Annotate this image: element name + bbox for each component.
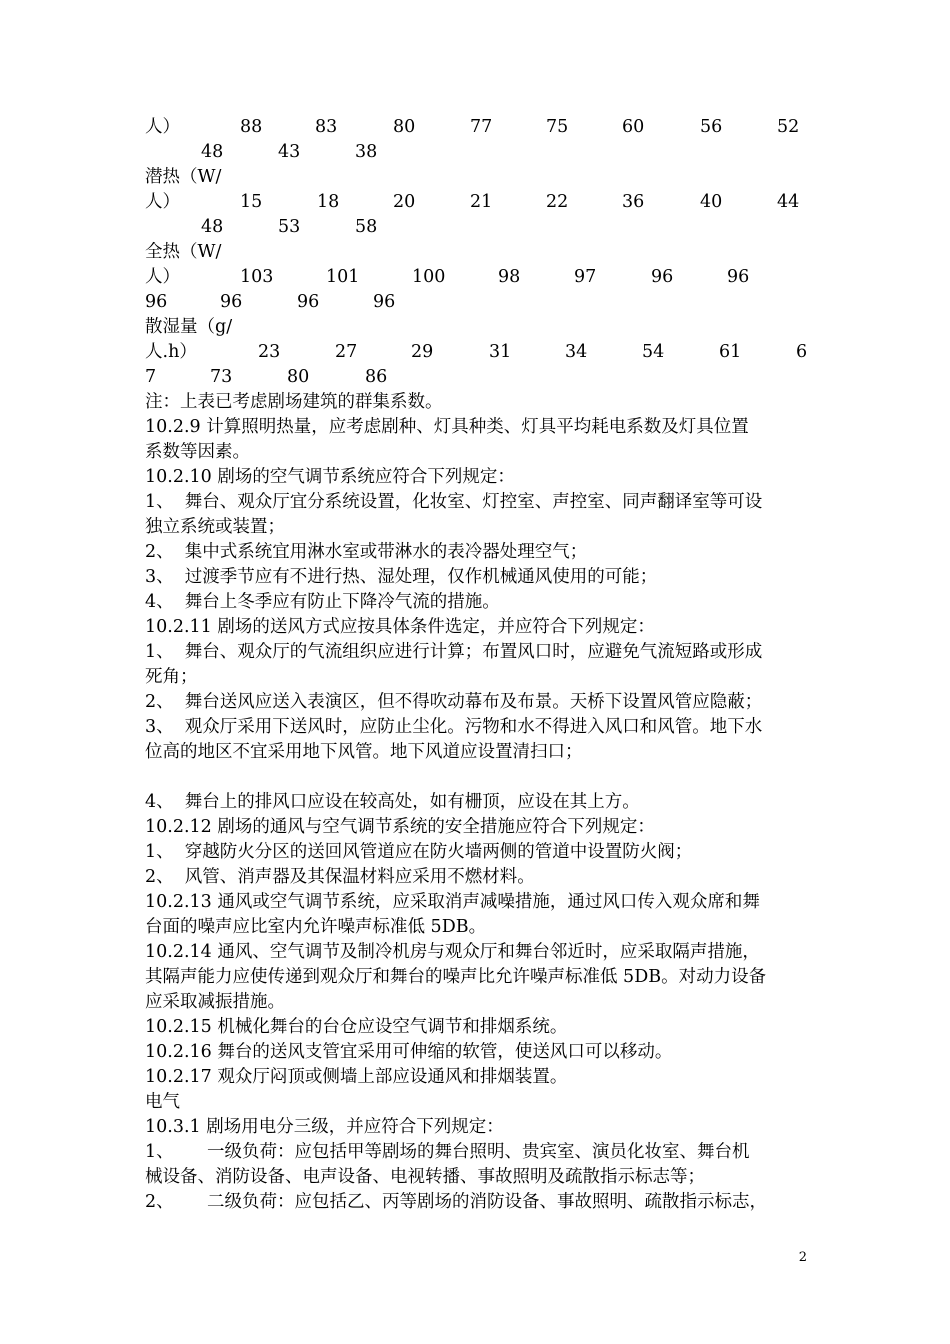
table-cell: 103 [240, 267, 274, 287]
table-cell: 80 [287, 367, 310, 387]
table-cell: 73 [210, 367, 233, 387]
table-row-label: 散湿量（g/ [145, 317, 233, 337]
text-line: 2、 二级负荷：应包括乙、丙等剧场的消防设备、事故照明、疏散指示标志， [145, 1192, 768, 1212]
table-cell: 100 [412, 267, 446, 287]
text-line: 1、 一级负荷：应包括甲等剧场的舞台照明、贵宾室、演员化妆室、舞台机 [145, 1142, 750, 1162]
text-line: 1、 舞台、观众厅宜分系统设置，化妆室、灯控室、声控室、同声翻译室等可设 [145, 492, 763, 512]
table-row-head: 人） [145, 117, 180, 137]
text-line: 系数等因素。 [145, 442, 250, 462]
text-line: 10.2.10 剧场的空气调节系统应符合下列规定： [145, 467, 515, 487]
table-cell: 48 [201, 142, 224, 162]
table-cell: 97 [574, 267, 597, 287]
table-cell: 21 [470, 192, 493, 212]
text-line: 10.2.15 机械化舞台的台仓应设空气调节和排烟系统。 [145, 1017, 568, 1037]
table-cell: 44 [777, 192, 800, 212]
table-cell: 101 [326, 267, 360, 287]
table-cell: 52 [777, 117, 800, 137]
table-row-label: 潜热（W/ [145, 167, 222, 187]
table-cell: 22 [546, 192, 569, 212]
text-line: 位高的地区不宜采用地下风管。地下风道应设置清扫口； [145, 742, 583, 762]
text-line: 10.2.17 观众厅闷顶或侧墙上部应设通风和排烟装置。 [145, 1067, 568, 1087]
text-line: 3、 观众厅采用下送风时，应防止尘化。污物和水不得进入风口和风管。地下水 [145, 717, 763, 737]
table-cell: 29 [411, 342, 434, 362]
table-cell: 15 [240, 192, 263, 212]
table-row-head: 人） [145, 192, 180, 212]
table-cell: 98 [498, 267, 521, 287]
text-line: 10.2.16 舞台的送风支管宜采用可伸缩的软管，使送风口可以移动。 [145, 1042, 673, 1062]
page-number: 2 [798, 1250, 807, 1265]
text-line: 2、 集中式系统宜用淋水室或带淋水的表冷器处理空气； [145, 542, 588, 562]
table-cell: 83 [315, 117, 338, 137]
table-cell: 27 [335, 342, 358, 362]
table-cell: 7 [145, 367, 157, 387]
text-line: 1、 舞台、观众厅的气流组织应进行计算；布置风口时，应避免气流短路或形成 [145, 642, 763, 662]
text-line: 10.2.9 计算照明热量，应考虑剧种、灯具种类、灯具平均耗电系数及灯具位置 [145, 417, 749, 437]
text-line: 2、 舞台送风应送入表演区，但不得吹动幕布及布景。天桥下设置风管应隐蔽； [145, 692, 763, 712]
table-cell: 61 [719, 342, 742, 362]
table-cell: 34 [565, 342, 588, 362]
table-cell: 23 [258, 342, 281, 362]
table-cell: 56 [700, 117, 723, 137]
table-cell: 48 [201, 217, 224, 237]
text-line: 4、 舞台上冬季应有防止下降冷气流的措施。 [145, 592, 500, 612]
text-line: 1、 穿越防火分区的送回风管道应在防火墙两侧的管道中设置防火阀； [145, 842, 693, 862]
table-row-head: 人） [145, 267, 180, 287]
table-cell: 88 [240, 117, 263, 137]
table-cell: 77 [470, 117, 493, 137]
text-line: 台面的噪声应比室内允许噪声标准低 5DB。 [145, 917, 487, 937]
table-cell: 54 [642, 342, 665, 362]
text-line: 4、 舞台上的排风口应设在较高处，如有栅顶，应设在其上方。 [145, 792, 640, 812]
table-cell: 60 [622, 117, 645, 137]
table-cell: 96 [145, 292, 168, 312]
text-line: 10.2.11 剧场的送风方式应按具体条件选定，并应符合下列规定： [145, 617, 655, 637]
text-line: 应采取减振措施。 [145, 992, 285, 1012]
text-line: 械设备、消防设备、电声设备、电视转播、事故照明及疏散指示标志等； [145, 1167, 705, 1187]
table-cell: 40 [700, 192, 723, 212]
table-cell: 96 [297, 292, 320, 312]
text-line: 10.2.14 通风、空气调节及制冷机房与观众厅和舞台邻近时，应采取隔声措施， [145, 942, 760, 962]
text-line: 其隔声能力应使传递到观众厅和舞台的噪声比允许噪声标准低 5DB。对动力设备 [145, 967, 767, 987]
table-row-label: 全热（W/ [145, 242, 222, 262]
table-cell: 96 [220, 292, 243, 312]
text-line: 10.2.13 通风或空气调节系统，应采取消声减噪措施，通过风口传入观众席和舞 [145, 892, 760, 912]
table-cell: 58 [355, 217, 378, 237]
text-line: 2、 风管、消声器及其保温材料应采用不燃材料。 [145, 867, 535, 887]
table-cell: 96 [373, 292, 396, 312]
table-cell: 38 [355, 142, 378, 162]
table-cell: 43 [278, 142, 301, 162]
table-row-head: 人.h） [145, 342, 197, 362]
table-cell: 18 [317, 192, 340, 212]
text-line: 死角； [145, 667, 198, 687]
table-cell: 53 [278, 217, 301, 237]
table-cell: 6 [796, 342, 808, 362]
table-cell: 20 [393, 192, 416, 212]
text-line: 独立系统或装置； [145, 517, 285, 537]
text-line: 10.2.12 剧场的通风与空气调节系统的安全措施应符合下列规定： [145, 817, 655, 837]
table-cell: 96 [651, 267, 674, 287]
text-line: 10.3.1 剧场用电分三级，并应符合下列规定： [145, 1117, 504, 1137]
table-cell: 36 [622, 192, 645, 212]
table-cell: 86 [365, 367, 388, 387]
table-cell: 96 [727, 267, 750, 287]
table-cell: 80 [393, 117, 416, 137]
table-cell: 31 [489, 342, 512, 362]
table-cell: 75 [546, 117, 569, 137]
section-heading: 电气 [145, 1092, 180, 1112]
text-line: 注：上表已考虑剧场建筑的群集系数。 [145, 392, 443, 412]
text-line: 3、 过渡季节应有不进行热、湿处理，仅作机械通风使用的可能； [145, 567, 658, 587]
